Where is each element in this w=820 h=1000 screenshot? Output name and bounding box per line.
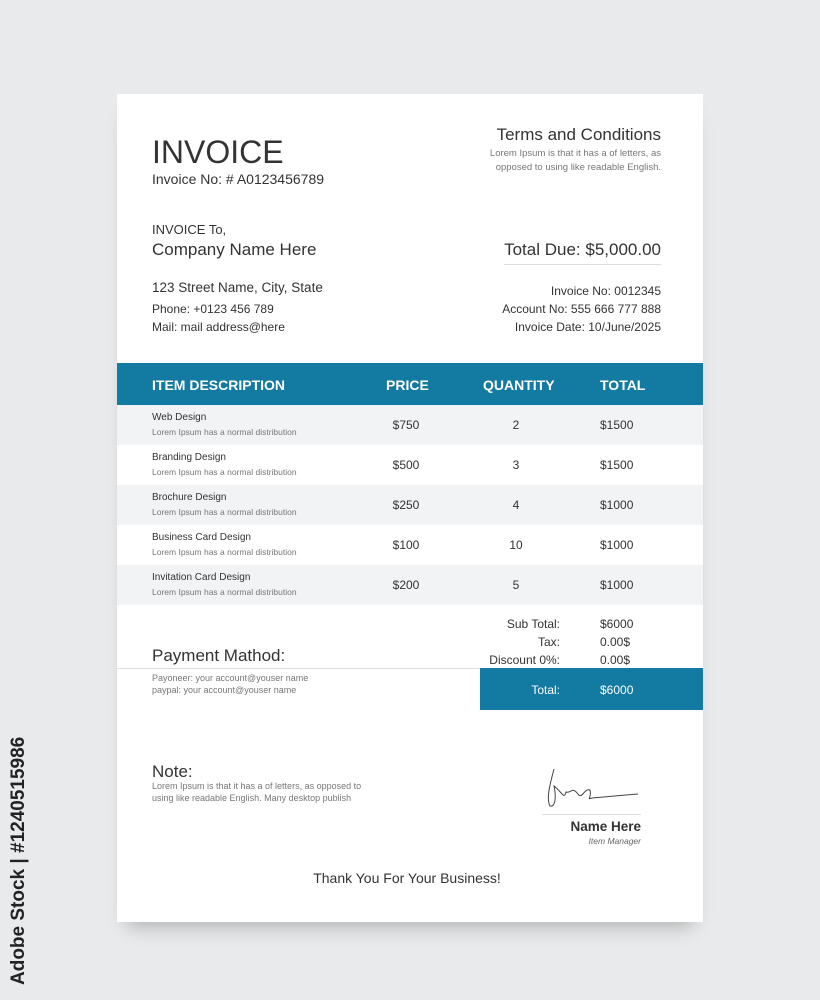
item-price: $500 (392, 458, 420, 472)
total-value: $6000 (600, 683, 634, 697)
discount-label: Discount 0%: (489, 653, 560, 667)
thank-you: Thank You For Your Business! (313, 870, 501, 886)
note-line-2: using like readable English. Many desktop publish (152, 793, 352, 803)
item-quantity: 4 (512, 498, 520, 512)
item-name: Brochure Design (152, 492, 227, 503)
invoice-page (117, 94, 703, 922)
item-quantity: 5 (512, 578, 520, 592)
bill-to-label: INVOICE To, (152, 222, 227, 237)
tax-value: 0.00$ (600, 635, 631, 649)
item-price: $200 (392, 578, 420, 592)
item-price: $250 (392, 498, 420, 512)
item-total: $1000 (600, 498, 634, 512)
item-quantity: 3 (512, 458, 520, 472)
mail: Mail: mail address@here (152, 320, 285, 334)
tax-label: Tax: (537, 635, 560, 649)
invoice-title: INVOICE (152, 134, 284, 170)
stock-watermark-label: Adobe Stock | #1240515986 (8, 736, 29, 985)
item-name: Business Card Design (152, 532, 251, 543)
terms-title: Terms and Conditions (496, 125, 661, 144)
item-total: $1000 (600, 538, 634, 552)
note-line-1: Lorem Ipsum is that it has a of letters, as opposed to (152, 781, 362, 791)
terms-line-1: Lorem Ipsum is that it has a of letters, as (489, 148, 661, 159)
signature-icon (542, 764, 642, 814)
invoice-date: Invoice Date: 10/June/2025 (514, 320, 661, 334)
header-quantity: QUANTITY (483, 377, 555, 393)
item-name: Branding Design (152, 452, 226, 463)
table-row (117, 445, 703, 485)
total-due: Total Due: $5,000.00 (504, 240, 661, 265)
account-no: Account No: 555 666 777 888 (502, 302, 661, 316)
table-row (117, 525, 703, 565)
item-price: $750 (392, 418, 420, 432)
item-quantity: 10 (509, 538, 523, 552)
item-name: Invitation Card Design (152, 572, 251, 583)
total-label: Total: (531, 683, 560, 697)
note-title: Note: (152, 762, 193, 781)
item-price: $100 (392, 538, 420, 552)
terms-line-2: opposed to using like readable English. (495, 162, 661, 173)
signature-line (542, 814, 641, 815)
item-description: Lorem Ipsum has a normal distribution (152, 507, 297, 517)
item-total: $1500 (600, 458, 634, 472)
invoice-number: Invoice No: # A0123456789 (152, 171, 325, 187)
header-total: TOTAL (600, 377, 646, 393)
company-name: Company Name Here (152, 240, 317, 259)
item-description: Lorem Ipsum has a normal distribution (152, 427, 297, 437)
subtotal-value: $6000 (600, 617, 634, 631)
address: 123 Street Name, City, State (152, 280, 323, 295)
table-row (117, 565, 703, 605)
item-total: $1500 (600, 418, 634, 432)
item-description: Lorem Ipsum has a normal distribution (152, 467, 297, 477)
header-description: ITEM DESCRIPTION (152, 377, 286, 393)
phone: Phone: +0123 456 789 (152, 302, 274, 316)
payment-line-1: Payoneer: your account@youser name (152, 673, 309, 683)
table-row (117, 405, 703, 445)
item-quantity: 2 (512, 418, 520, 432)
table-row (117, 485, 703, 525)
summary-invoice-no: Invoice No: 0012345 (550, 284, 661, 298)
discount-value: 0.00$ (600, 653, 631, 667)
subtotal-label: Sub Total: (506, 617, 560, 631)
payment-divider (117, 668, 480, 669)
signer-role: Item Manager (588, 836, 641, 846)
payment-title: Payment Mathod: (152, 646, 286, 665)
header-price: PRICE (386, 377, 429, 393)
payment-line-2: paypal: your account@youser name (152, 685, 297, 695)
item-total: $1000 (600, 578, 634, 592)
item-description: Lorem Ipsum has a normal distribution (152, 587, 297, 597)
item-description: Lorem Ipsum has a normal distribution (152, 547, 297, 557)
item-name: Web Design (152, 412, 207, 423)
signer-name: Name Here (570, 819, 641, 834)
table-header (117, 363, 703, 405)
